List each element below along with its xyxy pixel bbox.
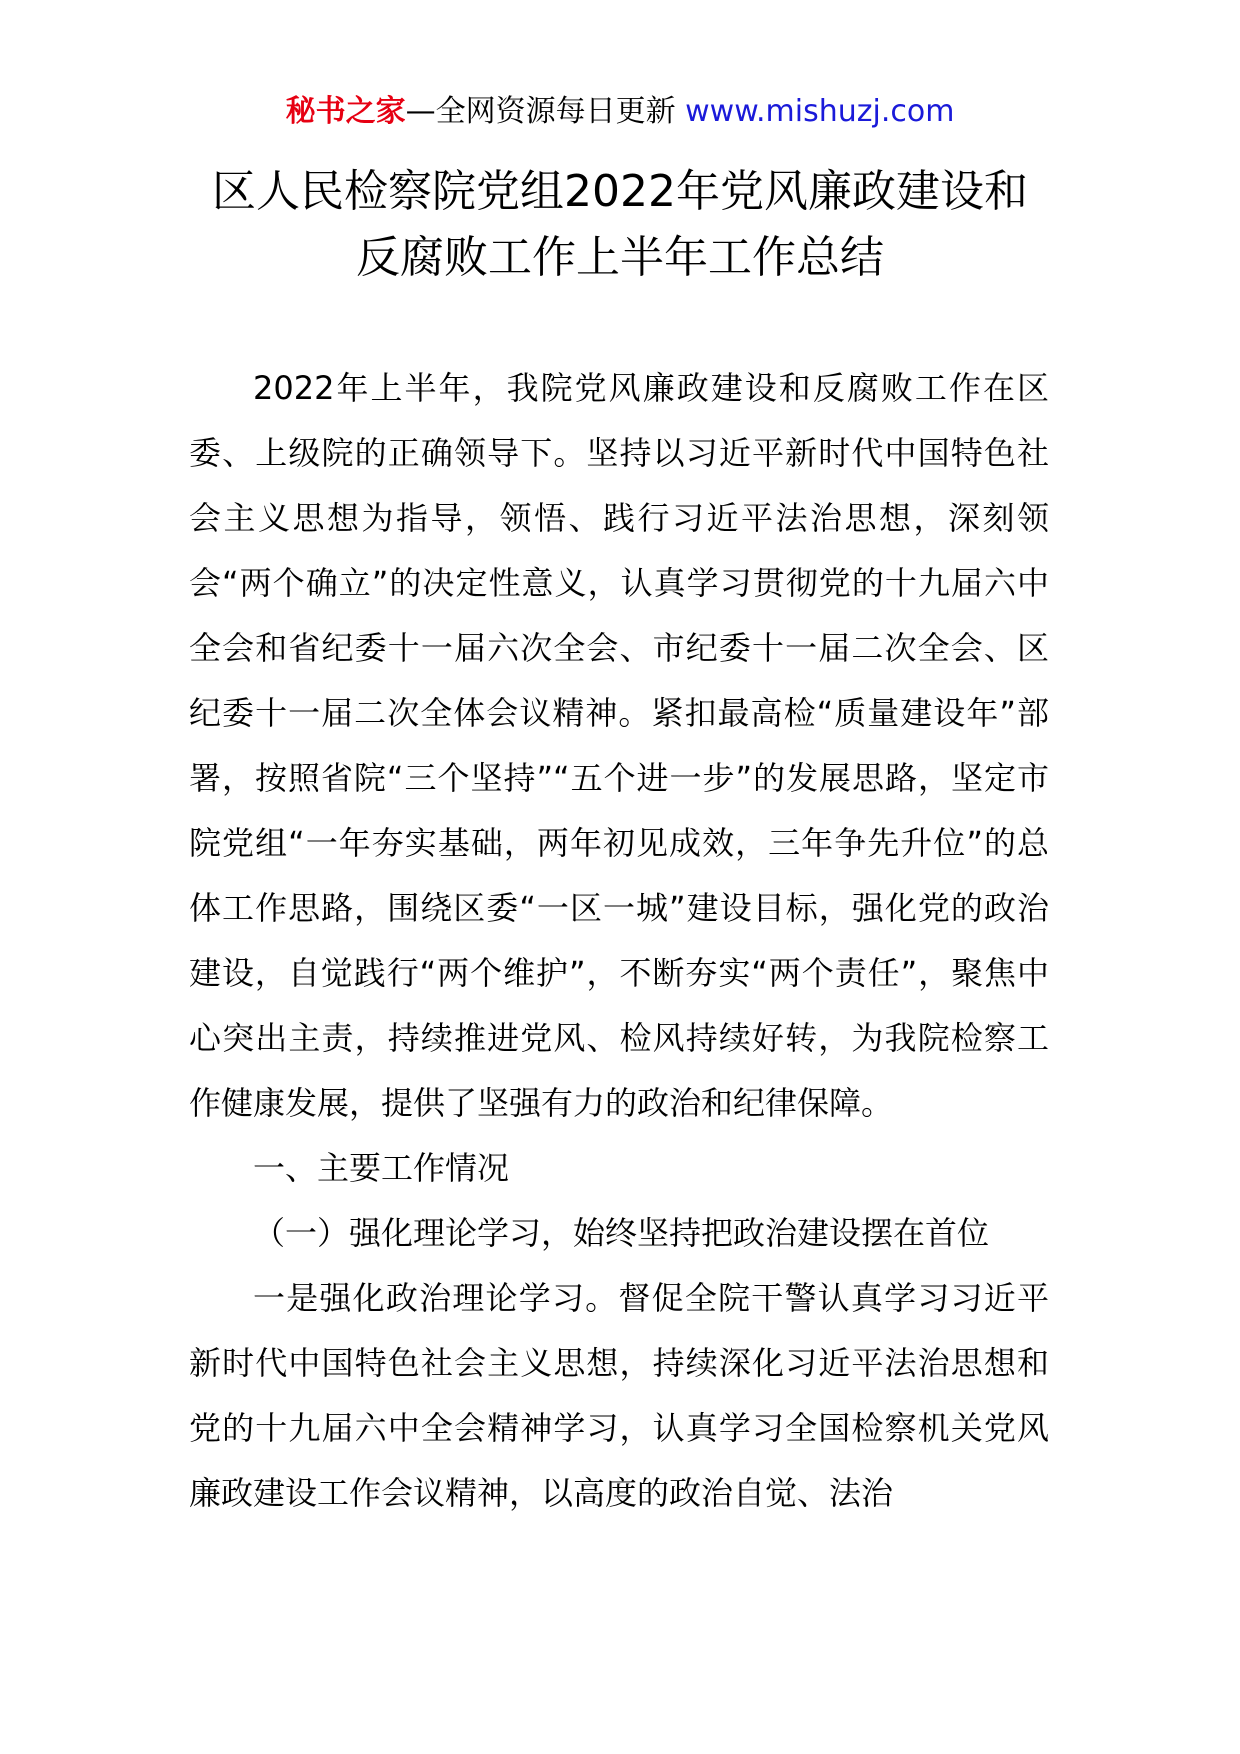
document-body [189, 356, 1049, 1526]
subsection-heading-theory-study: （一）强化理论学习，始终坚持把政治建设摆在首位 [253, 1214, 990, 1252]
site-url-link[interactable]: www.mishuzj.com [685, 94, 955, 129]
section-heading-main-work: 一、主要工作情况 [253, 1149, 510, 1187]
intro-paragraph: 2022年上半年，我院党风廉政建设和反腐败工作在区委、上级院的正确领导下。坚持以习近平新时代中国特色社会主义思想为指导，领悟、践行习近平法治思想，深刻领会“两个确立”的决定性意义，认真学习贯彻党的十九届六中全会和省纪委十一届六次全会、市纪委十一届二次全会、区纪委十一届二次全体会议精神。紧扣最高检“质量建设年”部署，按照省院“三个坚持”“五个进一步”的发展思路，坚定市院党组“一年夯实基础，两年初见成效，三年争先升位”的总体工作思路，围绕区委“一区一城”建设目标，强化党的政治建设，自觉践行“两个维护”，不断夯实“两个责任”，聚焦中心突出主责，持续推进党风、检风持续好转，为我院检察工作健康发展，提供了坚强有力的政治和纪律保障。 [189, 369, 1049, 1122]
site-tagline: —全网资源每日更新 [405, 94, 686, 129]
political-study-paragraph: 一是强化政治理论学习。督促全院干警认真学习习近平新时代中国特色社会主义思想，持续深化习近平法治思想和党的十九届六中全会精神学习，认真学习全国检察机关党风廉政建设工作会议精神，以高度的政治自觉、法治 [189, 1279, 1049, 1512]
document-title-line-1: 区人民检察院党组2022年党风廉政建设和 [212, 166, 1028, 217]
site-header [0, 92, 1240, 132]
site-brand: 秘书之家 [285, 94, 406, 129]
document-title-line-2: 反腐败工作上半年工作总结 [356, 232, 884, 283]
